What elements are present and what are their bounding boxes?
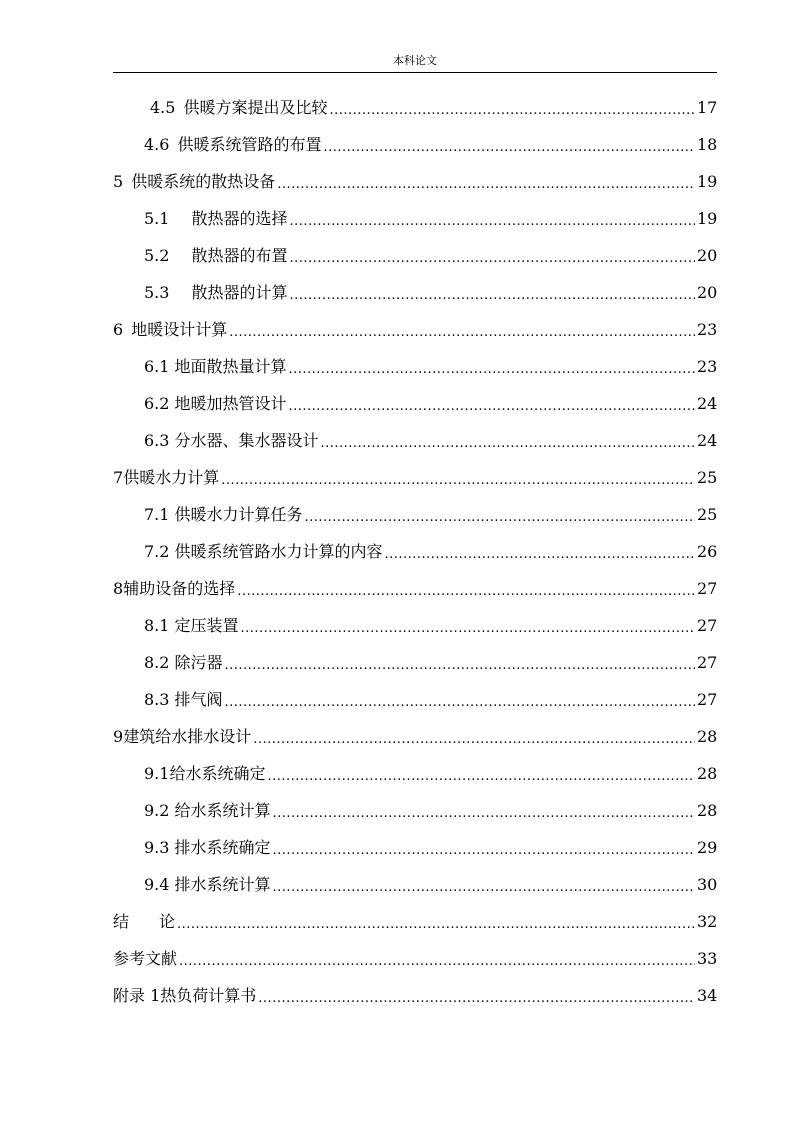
toc-entry-number: 5.3 <box>144 282 170 302</box>
toc-entry-page: 30 <box>697 874 718 894</box>
toc-entry-number: 8.1 <box>144 615 170 635</box>
toc-entry-title: 地暖加热管设计 <box>174 393 287 413</box>
toc-entry[interactable] <box>113 163 717 200</box>
toc-entry-number: 6.3 <box>144 430 170 450</box>
toc-entry-page: 23 <box>697 356 718 376</box>
toc-entry-page: 34 <box>697 985 718 1005</box>
toc-entry-title: 散热器的选择 <box>191 208 288 228</box>
toc-entry-title: 给水系统确定 <box>169 763 266 783</box>
toc-entry-page: 20 <box>697 282 718 302</box>
toc-entry[interactable] <box>144 237 717 274</box>
toc-entry-number: 9.3 <box>144 837 170 857</box>
toc-entry-number: 4.6 <box>144 134 170 154</box>
toc-entry-title: 供暖系统的散热设备 <box>131 171 276 191</box>
toc-entry-page: 17 <box>697 97 718 117</box>
toc-entry-page: 28 <box>697 763 718 783</box>
toc-entry[interactable] <box>144 126 717 163</box>
dot-leader <box>253 735 695 755</box>
toc-entry-title: 定压装置 <box>174 615 239 635</box>
toc-entry[interactable] <box>113 459 717 496</box>
toc-entry-page: 19 <box>697 171 718 191</box>
dot-leader <box>320 439 695 459</box>
dot-leader <box>272 846 695 866</box>
dot-leader <box>304 513 695 533</box>
toc-entry-number: 9.2 <box>144 800 170 820</box>
toc-entry[interactable] <box>144 385 717 422</box>
toc-entry-title: 排水系统计算 <box>174 874 271 894</box>
toc-entry-number: 8 <box>113 578 124 598</box>
page-header: 本科论文 <box>393 54 437 67</box>
toc-entry-title: 参考文献 <box>113 948 178 968</box>
dot-leader <box>329 106 695 126</box>
toc-entry[interactable] <box>113 940 717 977</box>
toc-entry[interactable] <box>144 274 717 311</box>
dot-leader <box>272 883 695 903</box>
toc-entry-title: 结论 <box>113 911 206 931</box>
dot-leader <box>221 476 695 496</box>
toc-entry-title: 供暖系统管路水力计算的内容 <box>174 541 383 561</box>
toc-entry-page: 26 <box>697 541 718 561</box>
toc-entry-page: 25 <box>697 504 718 524</box>
toc-entry-number: 9.1 <box>144 763 170 783</box>
dot-leader <box>224 661 695 681</box>
dot-leader <box>237 587 695 607</box>
dot-leader <box>229 328 695 348</box>
toc-entry-number: 9.4 <box>144 874 170 894</box>
toc-entry[interactable] <box>113 718 717 755</box>
toc-entry-number: 6.1 <box>144 356 170 376</box>
toc-entry-title: 散热器的布置 <box>191 245 288 265</box>
toc-entry-number: 9 <box>113 726 124 746</box>
toc-entry[interactable] <box>144 200 717 237</box>
toc-entry-title: 地面散热量计算 <box>174 356 287 376</box>
toc-entry-title: 热负荷计算书 <box>160 985 257 1005</box>
dot-leader <box>179 957 695 977</box>
toc-entry-number: 8.2 <box>144 652 170 672</box>
toc-entry-number: 附录 1 <box>113 985 161 1005</box>
toc-entry-number: 5.2 <box>144 245 170 265</box>
toc-entry-page: 27 <box>697 615 718 635</box>
dot-leader <box>277 180 695 200</box>
dot-leader <box>272 809 695 829</box>
dot-leader <box>288 402 695 422</box>
toc-entry[interactable] <box>144 681 717 718</box>
dot-leader <box>289 254 695 274</box>
dot-leader <box>288 365 695 385</box>
toc-entry-page: 32 <box>697 911 718 931</box>
toc-entry-page: 33 <box>697 948 718 968</box>
toc-entry[interactable] <box>144 496 717 533</box>
toc-entry-title: 散热器的计算 <box>191 282 288 302</box>
toc-entry-page: 28 <box>697 800 718 820</box>
toc-entry-number: 4.5 <box>150 97 176 117</box>
toc-entry-title: 给水系统计算 <box>174 800 271 820</box>
toc-entry-number: 7 <box>113 467 124 487</box>
toc-entry-title: 供暖方案提出及比较 <box>183 97 328 117</box>
toc-entry[interactable] <box>113 311 717 348</box>
dot-leader <box>267 772 695 792</box>
toc-entry[interactable] <box>144 829 717 866</box>
toc-entry-page: 20 <box>697 245 718 265</box>
toc-entry-page: 24 <box>697 430 718 450</box>
toc-entry[interactable] <box>144 755 717 792</box>
toc-entry-title: 排气阀 <box>174 689 223 709</box>
toc-entry-title: 地暖设计计算 <box>131 319 228 339</box>
toc-entry-number: 5.1 <box>144 208 170 228</box>
toc-entry-number: 7.2 <box>144 541 170 561</box>
toc-entry-page: 18 <box>697 134 718 154</box>
toc-entry[interactable] <box>144 792 717 829</box>
toc-entry-title: 供暖水力计算 <box>123 467 220 487</box>
toc-entry-title: 供暖系统管路的布置 <box>177 134 322 154</box>
toc-entry-page: 27 <box>697 689 718 709</box>
dot-leader <box>289 217 695 237</box>
toc-entry-page: 19 <box>697 208 718 228</box>
toc-entry-page: 28 <box>697 726 718 746</box>
toc-entry[interactable] <box>144 644 717 681</box>
dot-leader <box>323 143 695 163</box>
toc-entry[interactable] <box>113 903 717 940</box>
toc-entry-page: 25 <box>697 467 718 487</box>
dot-leader <box>289 291 695 311</box>
dot-leader <box>177 920 695 940</box>
toc-entry[interactable] <box>144 422 717 459</box>
toc-entry-number: 6 <box>113 319 124 339</box>
toc-entry-title: 排水系统确定 <box>174 837 271 857</box>
dot-leader <box>224 698 695 718</box>
toc-entry-page: 29 <box>697 837 718 857</box>
toc-entry-page: 24 <box>697 393 718 413</box>
toc-entry[interactable] <box>113 570 717 607</box>
toc-entry[interactable] <box>113 977 717 1014</box>
toc-entry[interactable] <box>144 533 717 570</box>
toc-entry-page: 27 <box>697 578 718 598</box>
toc-entry-title: 辅助设备的选择 <box>123 578 236 598</box>
toc-entry-number: 7.1 <box>144 504 170 524</box>
toc-entry-number: 5 <box>113 171 124 191</box>
toc-entry-page: 27 <box>697 652 718 672</box>
toc-entry-number: 8.3 <box>144 689 170 709</box>
dot-leader <box>384 550 695 570</box>
toc-entry[interactable] <box>144 348 717 385</box>
dot-leader <box>258 994 695 1014</box>
toc-entry[interactable] <box>144 866 717 903</box>
toc-entry-title: 除污器 <box>174 652 223 672</box>
dot-leader <box>240 624 695 644</box>
toc-entry[interactable] <box>150 89 717 126</box>
toc-entry-page: 23 <box>697 319 718 339</box>
header-rule <box>113 72 717 73</box>
toc-entry-title: 建筑给水排水设计 <box>123 726 252 746</box>
toc-entry-number: 6.2 <box>144 393 170 413</box>
toc-entry-title: 供暖水力计算任务 <box>174 504 303 524</box>
toc-entry-title: 分水器、集水器设计 <box>174 430 319 450</box>
toc-entry[interactable] <box>144 607 717 644</box>
